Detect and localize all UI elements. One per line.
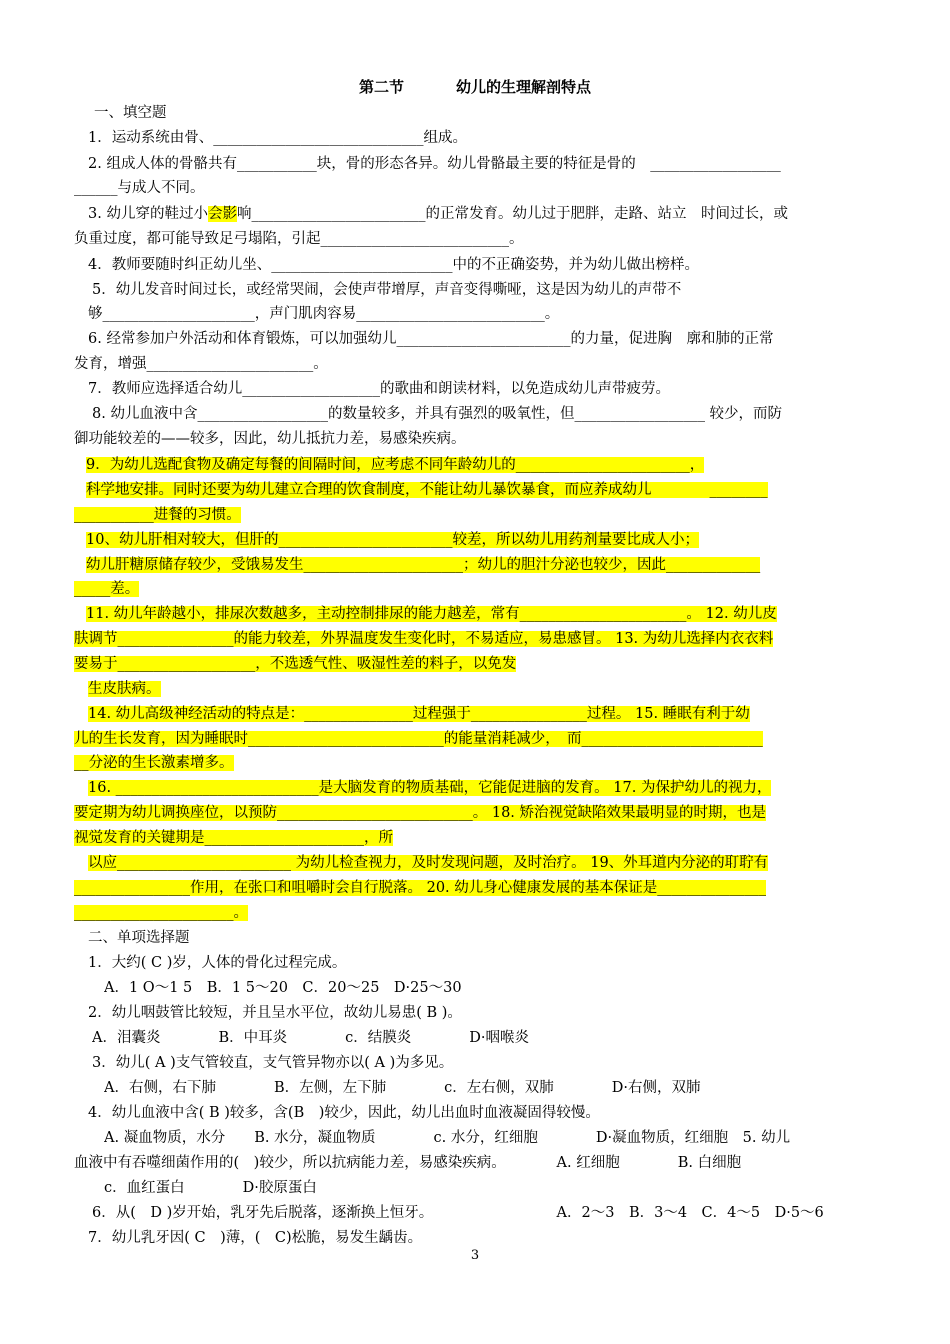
text-line xyxy=(86,602,874,626)
line-text: 16. ____________________________是大脑发育的物质基础，它能促进脑的发育。 17. 为保护幼儿的视力， xyxy=(88,780,772,796)
text-line xyxy=(104,1176,874,1200)
line-text: 一、填空题 xyxy=(94,105,167,121)
text-line xyxy=(88,702,874,726)
text-line xyxy=(92,402,874,426)
text-line xyxy=(74,652,874,676)
text-line xyxy=(88,1226,874,1250)
text-line xyxy=(88,776,874,800)
line-text: 11. 幼儿年龄越小，排尿次数越多，主动控制排尿的能力越差，常有_______________________。 12. 幼儿皮 xyxy=(86,606,777,622)
line-text: ______与成人不同。 xyxy=(74,180,205,196)
text-line xyxy=(74,876,874,900)
text-line xyxy=(92,1026,874,1050)
line-text: 10、幼儿肝相对较大，但肝的________________________较差，所以幼儿用药剂量要比成人小； xyxy=(86,532,699,548)
line-text: 2. 组成人体的骨骼共有___________块，骨的形态各异。幼儿骨骼最主要的特征是骨的 __________________ xyxy=(88,156,781,172)
text-line xyxy=(88,302,874,326)
text-line xyxy=(104,976,874,1000)
text-line xyxy=(74,1151,874,1175)
line-text: A．右侧，右下肺 B．左侧，左下肺 c．左右侧，双肺 D·右侧，双肺 xyxy=(104,1080,701,1096)
text-line xyxy=(74,727,874,751)
line-text: 4．幼儿血液中含( B )较多，含(B )较少，因此，幼儿出血时血液凝固得较慢。 xyxy=(88,1105,600,1121)
line-text: 4．教师要随时纠正幼儿坐、_________________________中的不正确姿势，并为幼儿做出榜样。 xyxy=(88,257,699,273)
text-line xyxy=(86,478,874,502)
line-text: 7．幼儿乳牙因( C )薄，( C)松脆，易发生龋齿。 xyxy=(88,1230,423,1246)
text-line xyxy=(88,202,874,226)
line-text: 负重过度，都可能导致足弓塌陷，引起__________________________。 xyxy=(74,231,524,247)
line-text: 御功能较差的——较多，因此，幼儿抵抗力差，易感染疾病。 xyxy=(74,431,466,447)
text-line xyxy=(88,1001,874,1025)
line-text: __分泌的生长激素增多。 xyxy=(74,755,234,771)
line-text: 科学地安排。同时还要为幼儿建立合理的饮食制度，不能让幼儿暴饮暴食，而应养成幼儿 ________ xyxy=(86,482,768,498)
section-topic: 幼儿的生理解剖特点 xyxy=(456,78,592,96)
text-line xyxy=(92,278,874,302)
line-text: A. 凝血物质，水分 B. 水分，凝血物质 c. 水分，红细胞 D·凝血物质，红细胞 5. 幼儿 xyxy=(104,1130,791,1146)
line-text: 发育，增强_______________________。 xyxy=(74,356,328,372)
text-line xyxy=(88,926,874,950)
line-text: ___________进餐的习惯。 xyxy=(74,507,241,523)
line-text: 9．为幼儿选配食物及确定每餐的间隔时间，应考虑不同年龄幼儿的________________________， xyxy=(86,457,705,473)
line-text: 1．大约( C )岁，人体的骨化过程完成。 xyxy=(88,955,347,971)
line-text: 儿的生长发育，因为睡眠时___________________________的能量消耗减少， 而_________________________ xyxy=(74,731,763,747)
text-line xyxy=(88,253,874,277)
line-text: 2．幼儿咽鼓管比较短，并且呈水平位，故幼儿易患( B )。 xyxy=(88,1005,462,1021)
line-text: 血液中有吞噬细菌作用的( )较少，所以抗病能力差，易感染疾病。 A. 红细胞 B. 白细胞 xyxy=(74,1155,742,1171)
line-text: 够_____________________，声门肌肉容易__________________________。 xyxy=(88,306,560,322)
text-line xyxy=(74,801,874,825)
line-text: _____差。 xyxy=(74,581,140,597)
highlighted-word: 会影 xyxy=(207,206,237,222)
line-text: 1．运动系统由骨、_____________________________组成。 xyxy=(88,130,467,146)
text-line xyxy=(74,627,874,651)
line-text: 14. 幼儿高级神经活动的特点是：_______________过程强于________________过程。 15. 睡眠有利于幼 xyxy=(88,706,750,722)
page-number: 3 xyxy=(470,1248,480,1263)
text-line xyxy=(74,427,874,451)
text-line xyxy=(104,1126,874,1150)
line-text: 7．教师应选择适合幼儿___________________的歌曲和朗读材料，以免造成幼儿声带疲劳。 xyxy=(88,381,670,397)
line-text: 6. 经常参加户外活动和体育锻炼，可以加强幼儿________________________的力量，促进胸 廓和肺的正常 xyxy=(88,331,774,347)
line-text: 以应________________________ 为幼儿检查视力，及时发现问题，及时治疗。 19、外耳道内分泌的耵聍有 xyxy=(88,855,769,871)
line-text: c．血红蛋白 D·胶原蛋白 xyxy=(104,1180,317,1196)
text-line xyxy=(74,826,874,850)
text-line xyxy=(88,327,874,351)
text-line xyxy=(88,1101,874,1125)
line-text: 幼儿肝糖原储存较少，受饿易发生______________________；幼儿的胆汁分泌也较少，因此_____________ xyxy=(86,557,761,573)
text-line xyxy=(86,553,874,577)
line-text: 肤调节________________的能力较差，外界温度发生变化时，不易适应，易患感冒。 13. 为幼儿选择内衣衣料 xyxy=(74,631,774,647)
text-line xyxy=(86,453,874,477)
chapter-label: 第二节 xyxy=(358,78,404,96)
text-line xyxy=(74,176,874,200)
text-line xyxy=(88,377,874,401)
line-text: 8. 幼儿血液中含__________________的数量较多，并具有强烈的吸氧性，但__________________ 较少，而防 xyxy=(92,406,783,422)
line-text: 要易于___________________，不选透气性、吸湿性差的料子，以免发 xyxy=(74,656,517,672)
text-line xyxy=(74,577,874,601)
text-line xyxy=(88,851,874,875)
text-line xyxy=(88,951,874,975)
line-text: 6．从( D )岁开始，乳牙先后脱落，逐渐换上恒牙。 A．2～3 B．3～4 C．4～5 D·5～6 xyxy=(92,1205,824,1221)
text-line xyxy=(88,152,874,176)
line-text: 二、单项选择题 xyxy=(88,930,190,946)
line-text: A．泪囊炎 B．中耳炎 c．结膜炎 D·咽喉炎 xyxy=(92,1030,529,1046)
text-line xyxy=(88,126,874,150)
text-line xyxy=(74,901,874,925)
text-line xyxy=(88,677,874,701)
line-text: ________________作用，在张口和咀嚼时会自行脱落。 20. 幼儿身心健康发展的基本保证是_______________ xyxy=(74,880,767,896)
text-line xyxy=(74,751,874,775)
line-text: 5．幼儿发音时间过长，或经常哭闹，会使声带增厚，声音变得嘶哑，这是因为幼儿的声带不 xyxy=(92,282,682,298)
text-line xyxy=(94,101,874,125)
text-line xyxy=(74,227,874,251)
page-title xyxy=(0,76,950,97)
line-text: 3. 幼儿穿的鞋过小会影响________________________的正常发育。幼儿过于肥胖，走路、站立 时间过长，或 xyxy=(88,206,788,222)
line-text: ______________________。 xyxy=(74,905,248,921)
text-line xyxy=(104,1076,874,1100)
line-text: 生皮肤病。 xyxy=(88,681,161,697)
text-line xyxy=(92,1201,874,1225)
text-line xyxy=(86,528,874,552)
line-text: A．1 O～1 5 B．1 5～20 C．20～25 D·25～30 xyxy=(104,980,462,996)
text-line xyxy=(74,503,874,527)
line-text: 视觉发育的关键期是______________________，所 xyxy=(74,830,393,846)
line-text: 要定期为幼儿调换座位，以预防___________________________。 18. 矫治视觉缺陷效果最明显的时期，也是 xyxy=(74,805,767,821)
text-line xyxy=(74,352,874,376)
line-text: 3．幼儿( A )支气管较直，支气管异物亦以( A )为多见。 xyxy=(92,1055,454,1071)
text-line xyxy=(92,1051,874,1075)
